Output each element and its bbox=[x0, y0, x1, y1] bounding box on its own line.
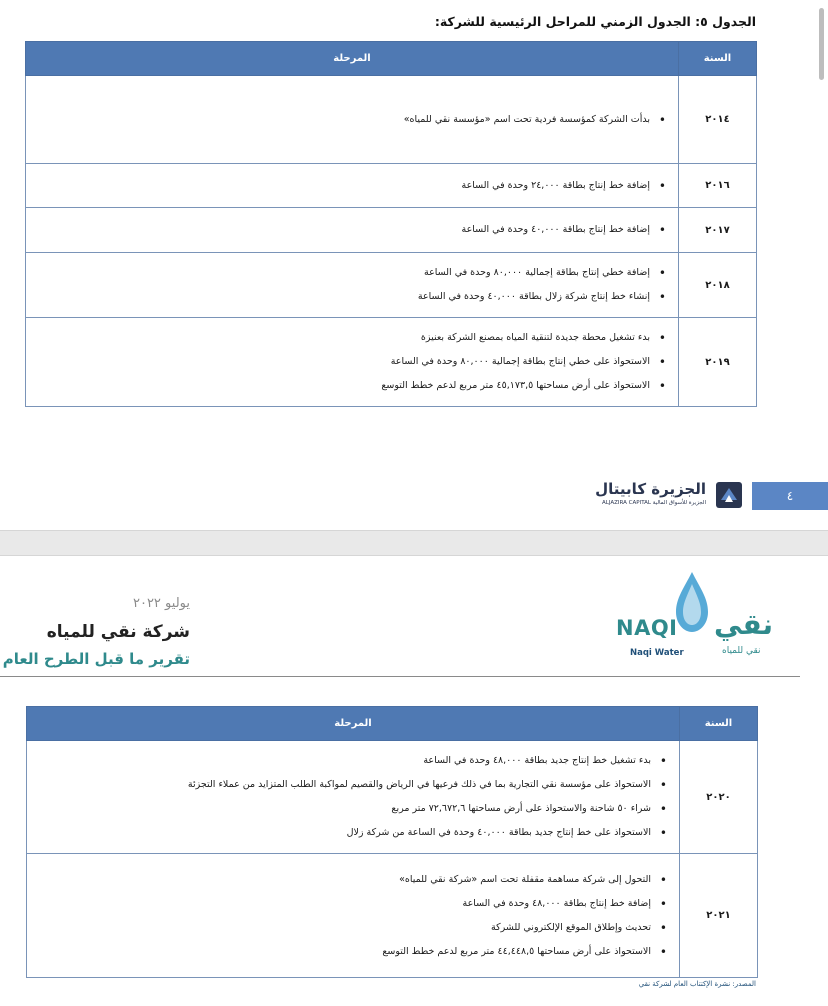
report-date: يوليو ٢٠٢٢ bbox=[132, 596, 190, 611]
table-row bbox=[26, 318, 757, 407]
table-row bbox=[26, 253, 757, 318]
stage-item: • شراء ٥٠ شاحنة والاستحواذ على أرض مساحتها ٧٢,٦٧٢,٦ متر مربع bbox=[35, 797, 667, 821]
page-bottom bbox=[0, 556, 828, 1006]
row-year: ٢٠١٦ bbox=[679, 164, 757, 208]
table-row bbox=[26, 76, 757, 164]
row-stage bbox=[27, 854, 680, 978]
aljazira-brand-sub: ALJAZIRA CAPITAL الجزيرة للأسواق المالية bbox=[602, 500, 706, 506]
aljazira-capital-logo bbox=[592, 478, 742, 514]
source-note: المصدر: نشرة الإكتتاب العام لشركة نقي bbox=[638, 980, 756, 988]
row-year: ٢٠٢١ bbox=[680, 854, 758, 978]
stage-item: • بدأت الشركة كمؤسسة فردية تحت اسم «مؤسسة نقي للمياه» bbox=[34, 108, 666, 132]
page-number: ٤ bbox=[752, 482, 828, 510]
row-stage bbox=[26, 76, 679, 164]
row-year: ٢٠١٩ bbox=[679, 318, 757, 407]
table-row bbox=[26, 208, 757, 253]
report-subtitle: تقرير ما قبل الطرح العام bbox=[2, 650, 190, 668]
stage-item: • الاستحواذ على خطي إنتاج بطاقة إجمالية ٨٠,٠٠٠ وحدة في الساعة bbox=[34, 350, 666, 374]
header-year: السنة bbox=[680, 707, 758, 741]
header-divider bbox=[0, 676, 800, 677]
stage-item: • الاستحواذ على أرض مساحتها ٤٥,١٧٣,٥ متر مربع لدعم خطط التوسع bbox=[34, 374, 666, 398]
stage-item: • إضافة خط إنتاج بطاقة ٤٠,٠٠٠ وحدة في الساعة bbox=[34, 218, 666, 242]
row-stage bbox=[26, 318, 679, 407]
naqi-logo-ar: نقي bbox=[714, 608, 773, 641]
aljazira-brand-name: الجزيرة كابيتال bbox=[595, 480, 706, 498]
stage-item: • التحول إلى شركة مساهمة مقفلة تحت اسم «شركة نقي للمياه» bbox=[35, 868, 667, 892]
stage-item: • الاستحواذ على مؤسسة نقي التجارية بما في ذلك فرعيها في الرياض والقصيم لمواكبة الطلب المتزايد من عملاء التجزئة bbox=[35, 773, 667, 797]
table-header-row bbox=[26, 42, 757, 76]
table-header-row bbox=[27, 707, 758, 741]
aljazira-mark-icon bbox=[716, 482, 742, 508]
row-stage bbox=[26, 253, 679, 318]
table-row bbox=[26, 164, 757, 208]
row-year: ٢٠٢٠ bbox=[680, 741, 758, 854]
stage-item: • الاستحواذ على أرض مساحتها ٤٤,٤٤٨,٥ متر مربع لدعم خطط التوسع bbox=[35, 940, 667, 964]
header-stage: المرحلة bbox=[26, 42, 679, 76]
page-separator bbox=[0, 530, 828, 556]
table-row bbox=[27, 854, 758, 978]
row-stage bbox=[27, 741, 680, 854]
stage-item: • تحديث وإطلاق الموقع الإلكتروني للشركة bbox=[35, 916, 667, 940]
header-stage: المرحلة bbox=[27, 707, 680, 741]
water-drop-icon bbox=[672, 570, 712, 634]
row-stage bbox=[26, 208, 679, 253]
table-title: الجدول ٥: الجدول الزمني للمراحل الرئيسية للشركة: bbox=[434, 14, 756, 29]
header-year: السنة bbox=[679, 42, 757, 76]
naqi-logo bbox=[612, 570, 798, 662]
stage-item: • الاستحواذ على خط إنتاج جديد بطاقة ٤٠,٠٠٠ وحدة في الساعة من شركة زلال bbox=[35, 821, 667, 845]
row-year: ٢٠١٨ bbox=[679, 253, 757, 318]
report-company: شركة نقي للمياه bbox=[46, 622, 190, 642]
stage-item: • إنشاء خط إنتاج شركة زلال بطاقة ٤٠,٠٠٠ وحدة في الساعة bbox=[34, 285, 666, 309]
row-year: ٢٠١٧ bbox=[679, 208, 757, 253]
naqi-tag-ar: نقي للمياه bbox=[722, 646, 761, 656]
table-row bbox=[27, 741, 758, 854]
timeline-table-top bbox=[25, 41, 757, 407]
stage-item: • إضافة خط إنتاج بطاقة ٤٨,٠٠٠ وحدة في الساعة bbox=[35, 892, 667, 916]
scrollbar[interactable] bbox=[819, 8, 824, 80]
timeline-table-bottom bbox=[26, 706, 758, 978]
stage-item: • إضافة خط إنتاج بطاقة ٢٤,٠٠٠ وحدة في الساعة bbox=[34, 174, 666, 198]
stage-item: • بدء تشغيل خط إنتاج جديد بطاقة ٤٨,٠٠٠ وحدة في الساعة bbox=[35, 749, 667, 773]
stage-item: • إضافة خطي إنتاج بطاقة إجمالية ٨٠,٠٠٠ وحدة في الساعة bbox=[34, 261, 666, 285]
naqi-tag-en: Naqi Water bbox=[630, 648, 684, 658]
row-stage bbox=[26, 164, 679, 208]
row-year: ٢٠١٤ bbox=[679, 76, 757, 164]
naqi-logo-en: NAQI bbox=[616, 616, 678, 640]
stage-item: • بدء تشغيل محطة جديدة لتنقية المياه بمصنع الشركة بعنيزة bbox=[34, 326, 666, 350]
